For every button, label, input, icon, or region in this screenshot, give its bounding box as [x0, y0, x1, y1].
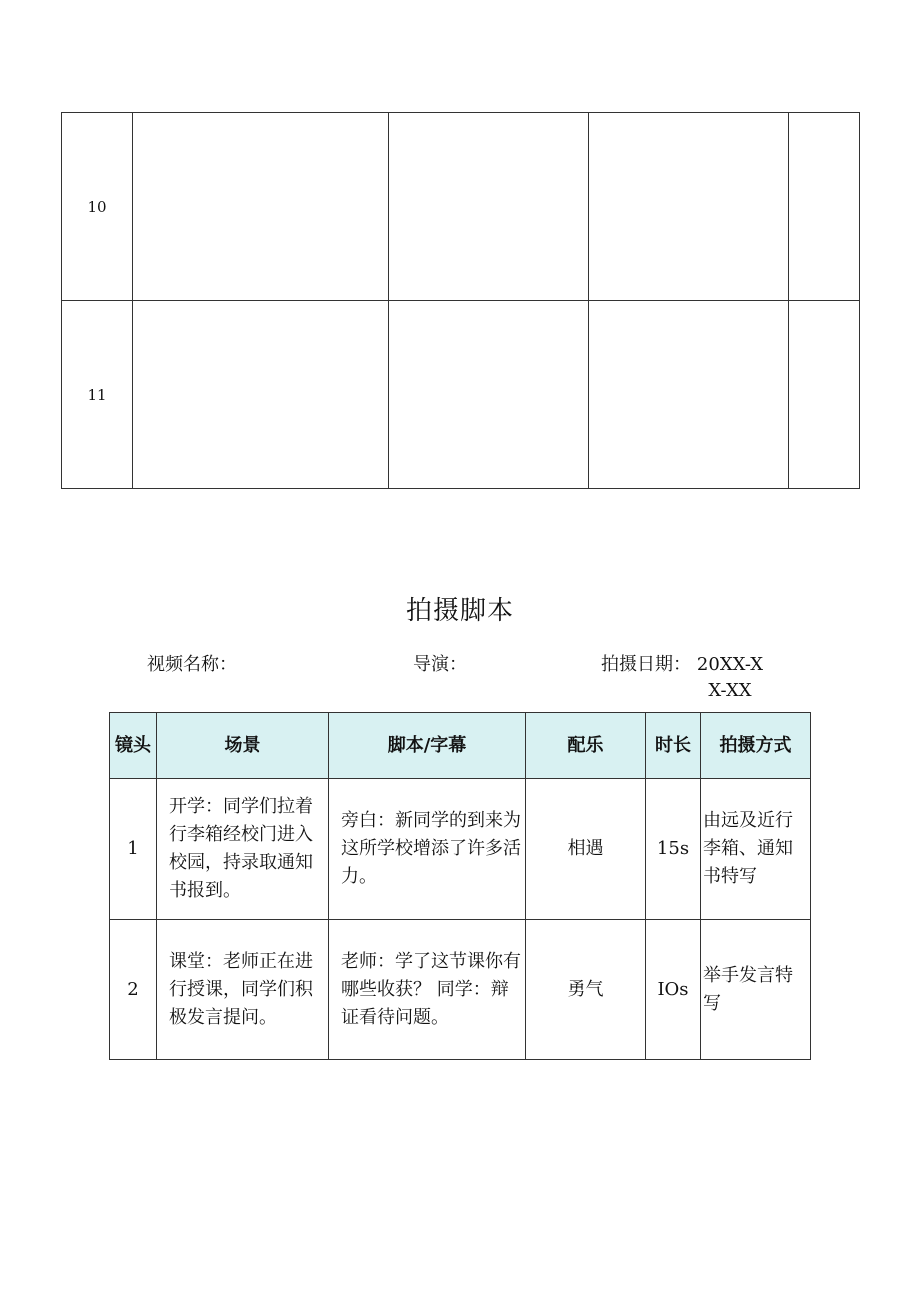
script-cell — [389, 301, 589, 489]
table-header-row — [110, 713, 811, 779]
music-cell — [589, 113, 789, 301]
duration-cell — [789, 301, 860, 489]
table-row — [110, 920, 811, 1060]
video-name-label: 视频名称： — [147, 654, 237, 675]
table-row — [110, 779, 811, 920]
table-row — [62, 113, 860, 301]
music-cell: 相遇 — [526, 779, 646, 920]
script-cell — [329, 920, 526, 1060]
scene-cell — [157, 779, 329, 920]
scene-text: 课堂：老师正在进行授课，同学们积极发言提问。 — [169, 950, 313, 1028]
method-cell — [701, 920, 811, 1060]
duration-cell: IOs — [646, 920, 701, 1060]
shooting-script-table — [109, 712, 811, 1060]
shot-number: 10 — [62, 113, 133, 301]
header-scene: 场景 — [157, 713, 329, 779]
director-label: 导演： — [413, 654, 467, 675]
scene-cell — [133, 113, 389, 301]
shot-number: 1 — [110, 779, 157, 920]
scene-cell — [157, 920, 329, 1060]
shoot-date-label: 拍摄日期： — [601, 654, 691, 675]
shot-number: 11 — [62, 301, 133, 489]
script-text: 老师：学了这节课你有哪些收获？ 同学：辩证看待问题。 — [341, 950, 521, 1028]
method-cell — [701, 779, 811, 920]
method-text: 举手发言特写 — [703, 964, 793, 1014]
script-cell — [329, 779, 526, 920]
music-cell: 勇气 — [526, 920, 646, 1060]
table-row — [62, 301, 860, 489]
header-duration: 时长 — [646, 713, 701, 779]
script-text: 旁白：新同学的到来为这所学校增添了许多活力。 — [341, 810, 521, 887]
shoot-date-value: 20XX-XX-XX — [696, 654, 764, 701]
duration-cell: 15s — [646, 779, 701, 920]
duration-cell — [789, 113, 860, 301]
scene-text: 开学：同学们拉着行李箱经校门进入校园，持录取通知书报到。 — [169, 796, 313, 901]
header-method: 拍摄方式 — [701, 713, 811, 779]
header-script: 脚本/字幕 — [329, 713, 526, 779]
header-shot: 镜头 — [110, 713, 157, 779]
scene-cell — [133, 301, 389, 489]
shot-number: 2 — [110, 920, 157, 1060]
music-cell — [589, 301, 789, 489]
shoot-date — [601, 652, 769, 704]
header-music: 配乐 — [526, 713, 646, 779]
script-cell — [389, 113, 589, 301]
previous-script-table — [61, 112, 860, 489]
method-text: 由远及近行李箱、通知书特写 — [703, 810, 793, 887]
page-title: 拍摄脚本 — [405, 596, 514, 626]
